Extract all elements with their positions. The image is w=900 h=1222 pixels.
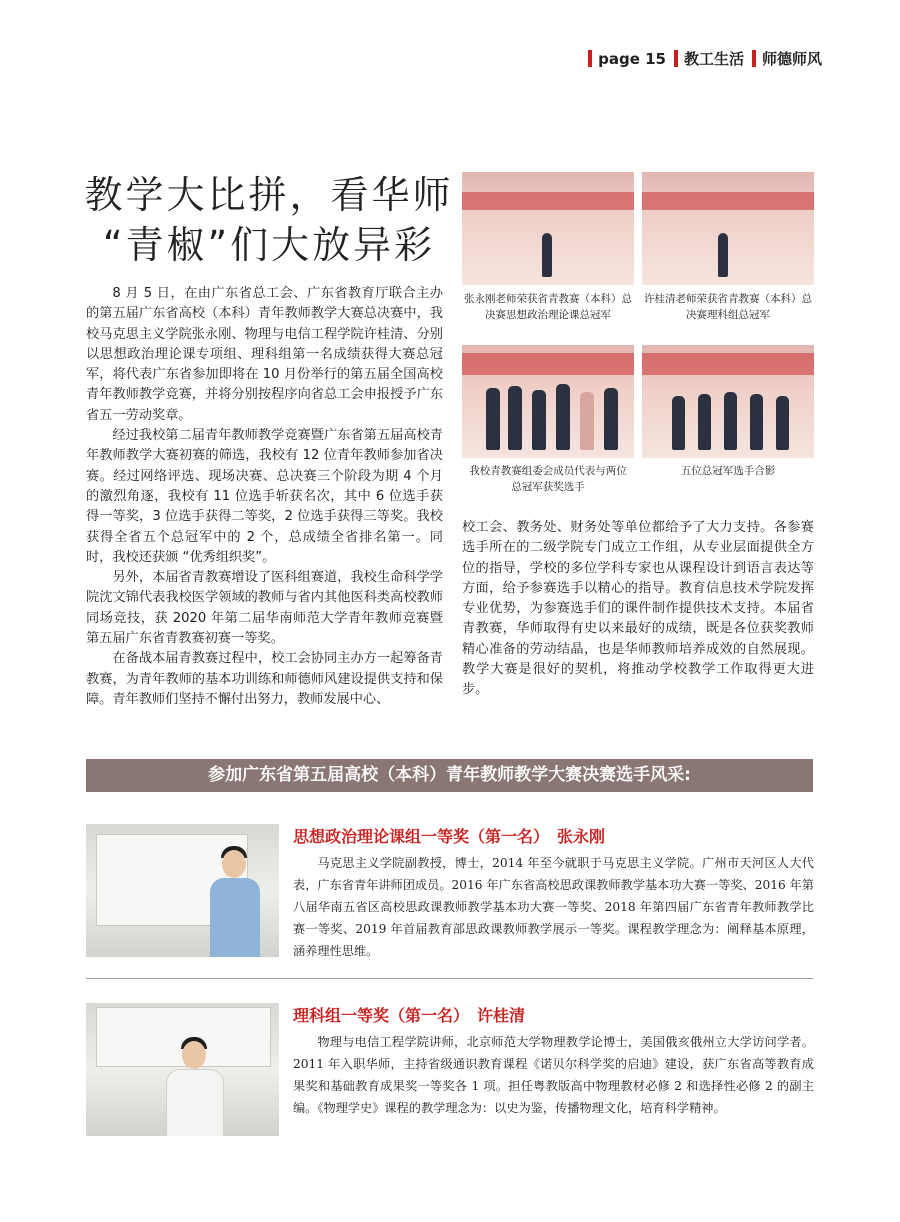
section-name: 教工生活 xyxy=(683,50,744,68)
paragraph: 8 月 5 日，在由广东省总工会、广东省教育厅联合主办的第五届广东省高校（本科）青年教师教学大赛总决赛中，我校马克思主义学院张永刚、物理与电信工程学院许桂清、分别以思想政治理论课专项组、理科组第一名成绩获得大赛总冠军，将代表广东省参加即将在 10 月份举行的第五届全国高校青年教师教学竞赛，并将分别按程序向省总工会申报授予广东省五一劳动奖章。 xyxy=(86,286,443,423)
paragraph: 校工会、教务处、财务处等单位都给予了大力支持。各参赛选手所在的二级学院专门成立工作组，从专业层面提供全方位的指导，学校的多位学科专家也从课程设计到语言表达等方面，给予参赛选手以精心的指导。教育信息技术学院发挥专业优势，为参赛选手们的课件制作提供技术支持。本届省青教赛，华师取得有史以来最好的成绩，既是各位获奖教师精心准备的劳动结晶，也是华师教师培养成效的自然展现。教学大赛是很好的契机，将推动学校教学工作取得更大进步。 xyxy=(462,520,814,698)
title-line-2: “青椒”们大放异彩 xyxy=(102,223,436,267)
award-photo-2 xyxy=(642,172,814,285)
stage-banner xyxy=(462,192,634,210)
title-line-1: 教学大比拼，看华师 xyxy=(84,173,454,217)
photo-caption-1: 张永刚老师荣获省青教赛（本科）总决赛思想政治理论课总冠军 xyxy=(464,293,632,321)
page-header xyxy=(580,48,822,69)
header-bar xyxy=(588,50,592,67)
article-body-left xyxy=(86,284,443,710)
article-title xyxy=(84,170,454,270)
profile-photo-2 xyxy=(86,1003,279,1136)
person-figure xyxy=(508,386,522,450)
head xyxy=(222,850,246,878)
section-banner: 参加广东省第五届高校（本科）青年教师教学大赛决赛选手风采: xyxy=(86,759,813,792)
person-figure xyxy=(698,394,711,450)
person-figure xyxy=(604,388,618,450)
group-photo-2 xyxy=(642,345,814,458)
photo-caption-4: 五位总冠军选手合影 xyxy=(680,465,776,477)
profile-text-1: 马克思主义学院副教授，博士，2014 年至今就职于马克思主义学院。广州市天河区人大代表，广东省青年讲师团成员。2016 年广东省高校思政课教师教学基本功大赛一等奖、2016 年第八届华南五省区高校思政课教师教学基本功大赛一等奖、2018 年第四届广东省青年教师教学比赛一等奖、2019 年首届教育部思政课教师教学展示一等奖。课程教学理念为：阐释基本原理，涵养理性思维。 xyxy=(293,856,814,958)
person-figure xyxy=(556,384,570,450)
group-photo-1 xyxy=(462,345,634,458)
person-figure xyxy=(718,233,728,277)
award-photo-1 xyxy=(462,172,634,285)
stage-banner xyxy=(642,353,814,375)
person-figure xyxy=(486,388,500,450)
stage-banner xyxy=(462,353,634,375)
person-figure xyxy=(580,392,594,450)
stage-banner xyxy=(642,192,814,210)
person-figure xyxy=(750,394,763,450)
photo-caption-2: 许桂清老师荣获省青教赛（本科）总决赛理科组总冠军 xyxy=(644,293,812,321)
person-figure xyxy=(724,392,737,450)
article-body-right xyxy=(462,518,814,701)
shirt xyxy=(210,878,260,957)
shirt xyxy=(166,1069,224,1136)
profile-text-2: 物理与电信工程学院讲师，北京师范大学物理教学论博士，美国俄亥俄州立大学访问学者。2011 年入职华师，主持省级通识教育课程《诺贝尔科学奖的启迪》建设，获广东省高等教育成果奖和基础教育成果奖一等奖各 1 项。担任粤教版高中物理教材必修 2 和选择性必修 2 的副主编。《物理学史》课程的教学理念为：以史为鉴，传播物理文化，培育科学精神。 xyxy=(293,1035,814,1115)
paragraph: 在备战本届青教赛过程中，校工会协同主办方一起筹备青教赛，为青年教师的基本功训练和师德师风建设提供支持和保障。青年教师们坚持不懈付出努力，教师发展中心、 xyxy=(86,651,443,707)
header-bar xyxy=(674,50,678,67)
paragraph: 另外，本届省青教赛增设了医科组赛道，我校生命科学学院沈文锦代表我校医学领域的教师与省内其他医科类高校教师同场竞技，获 2020 年第二届华南师范大学青年教师竞赛暨第五届广东省青教赛初赛一等奖。 xyxy=(86,570,443,647)
profile-title-1: 思想政治理论课组一等奖（第一名） 张永刚 xyxy=(293,827,606,846)
person-figure xyxy=(672,396,685,450)
profile-title-2: 理科组一等奖（第一名） 许桂清 xyxy=(293,1006,526,1025)
profile-photo-1 xyxy=(86,824,279,957)
photo-caption-3: 我校青教赛组委会成员代表与两位总冠军获奖选手 xyxy=(469,465,627,493)
person-figure xyxy=(542,233,552,277)
section-divider xyxy=(86,978,813,979)
person-figure xyxy=(532,390,546,450)
subsection-name: 师德师风 xyxy=(761,50,822,68)
head xyxy=(182,1041,206,1069)
page-number: page 15 xyxy=(598,49,666,68)
paragraph: 经过我校第二届青年教师教学竞赛暨广东省第五届高校青年教师教学大赛初赛的筛选，我校有 12 位青年教师参加省决赛。经过网络评选、现场决赛、总决赛三个阶段为期 4 个月的激烈角逐，我校有 11 位选手斩获名次，其中 6 位选手获得一等奖，3 位选手获得二等奖，2 位选手获得三等奖。我校获得全省五个总冠军中的 2 个，总成绩全省排名第一。同时，我校还获颁 “优秀组织奖”。 xyxy=(86,428,443,565)
header-bar xyxy=(752,50,756,67)
person-figure xyxy=(776,396,789,450)
